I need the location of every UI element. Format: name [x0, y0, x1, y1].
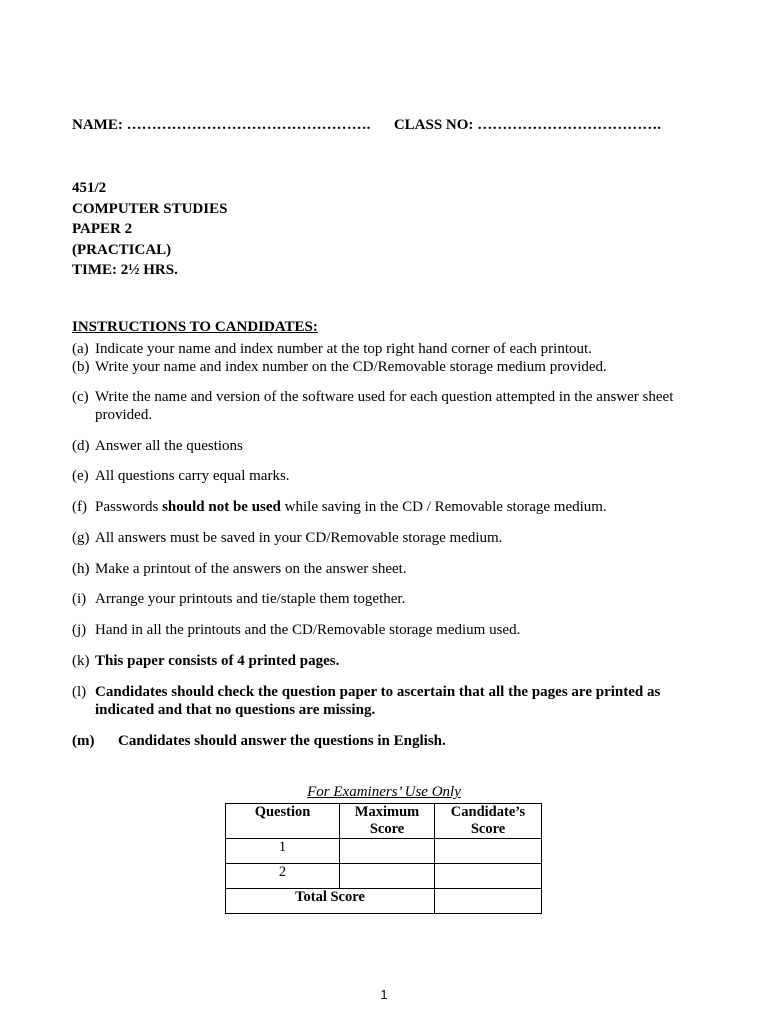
instruction-item-c	[72, 388, 682, 424]
candidate-score-cell	[435, 864, 542, 889]
candidate-score-cell	[435, 839, 542, 864]
page-number: 1	[380, 987, 388, 1002]
instruction-item-f	[72, 498, 682, 516]
instruction-text: Hand in all the printouts and the CD/Removable storage medium used.	[95, 622, 521, 638]
instruction-item-e	[72, 467, 682, 485]
instruction-label: (h)	[72, 561, 90, 577]
maximum-score-cell	[340, 864, 435, 889]
instruction-label: (l)	[72, 684, 87, 700]
instruction-item-b	[72, 358, 682, 376]
question-number-cell: 2	[226, 864, 340, 889]
instruction-item-k	[72, 652, 682, 670]
instruction-label: (e)	[72, 468, 89, 484]
paper-subject: COMPUTER STUDIES	[72, 200, 228, 217]
column-header-candidate-score: Candidate’s Score	[435, 804, 542, 839]
instruction-text-start: Passwords	[95, 499, 163, 515]
class-no-label: CLASS NO:	[393, 117, 474, 133]
instruction-item-j	[72, 621, 682, 639]
instructions-title: INSTRUCTIONS TO CANDIDATES:	[72, 319, 318, 335]
instruction-item-h	[72, 560, 682, 578]
instruction-label: (c)	[72, 389, 89, 405]
paper-info	[72, 178, 227, 281]
instruction-label: (m)	[72, 733, 95, 749]
instruction-text: Candidates should answer the questions in English.	[118, 733, 446, 749]
class-no-dots: ……………………………….	[477, 117, 661, 133]
name-label: NAME:	[72, 117, 123, 133]
candidate-name-line	[72, 117, 661, 134]
instruction-item-m	[72, 732, 682, 750]
paper-number: PAPER 2	[72, 221, 133, 238]
name-dots: ………………………………………….	[126, 117, 371, 133]
instruction-text-end: while saving in the CD / Removable storage medium.	[280, 499, 607, 515]
instruction-text-emphasis: should not be used	[162, 499, 281, 515]
instruction-item-i	[72, 590, 682, 608]
column-header-maximum-score: Maximum Score	[340, 804, 435, 839]
paper-type: (PRACTICAL)	[72, 241, 172, 258]
instruction-text: Indicate your name and index number at the top right hand corner of each printout.	[95, 341, 592, 357]
examiners-caption-text: For Examiners’ Use Only	[307, 784, 461, 800]
instruction-item-g	[72, 529, 682, 547]
instruction-text	[95, 498, 682, 516]
paper-code: 451/2	[72, 180, 107, 196]
instruction-text: All answers must be saved in your CD/Removable storage medium.	[95, 530, 503, 546]
instruction-label: (g)	[72, 530, 90, 546]
instruction-label: (a)	[72, 341, 89, 357]
instruction-text: Make a printout of the answers on the answer sheet.	[95, 561, 407, 577]
total-score-cell	[435, 889, 542, 914]
instruction-label: (k)	[72, 653, 90, 669]
table-total-row	[226, 889, 542, 914]
instruction-text: Arrange your printouts and tie/staple them together.	[95, 591, 406, 607]
instruction-label: (b)	[72, 359, 90, 375]
total-score-label: Total Score	[226, 889, 435, 914]
instruction-text: Write the name and version of the software used for each question attempted in the answer sheet provided.	[95, 389, 674, 423]
table-row	[226, 864, 542, 889]
instruction-label: (f)	[72, 499, 87, 515]
instruction-text: This paper consists of 4 printed pages.	[95, 653, 340, 669]
table-header-row	[226, 804, 542, 839]
table-row	[226, 839, 542, 864]
instruction-text: Write your name and index number on the CD/Removable storage medium provided.	[95, 359, 607, 375]
instruction-item-d	[72, 437, 682, 455]
examiners-score-table	[225, 803, 542, 914]
column-header-question: Question	[226, 804, 340, 839]
instruction-label: (i)	[72, 591, 87, 607]
instruction-text: All questions carry equal marks.	[95, 468, 290, 484]
instruction-label: (j)	[72, 622, 87, 638]
question-number-cell: 1	[226, 839, 340, 864]
instruction-label: (d)	[72, 438, 90, 454]
instruction-item-a	[72, 340, 682, 358]
instruction-text: Answer all the questions	[95, 438, 243, 454]
instruction-item-l	[72, 683, 682, 719]
examiners-caption	[225, 784, 543, 801]
instruction-text: Candidates should check the question paper to ascertain that all the pages are printed as indicated and that no questions are missing.	[95, 684, 661, 718]
paper-time: TIME: 2½ HRS.	[72, 262, 178, 279]
maximum-score-cell	[340, 839, 435, 864]
